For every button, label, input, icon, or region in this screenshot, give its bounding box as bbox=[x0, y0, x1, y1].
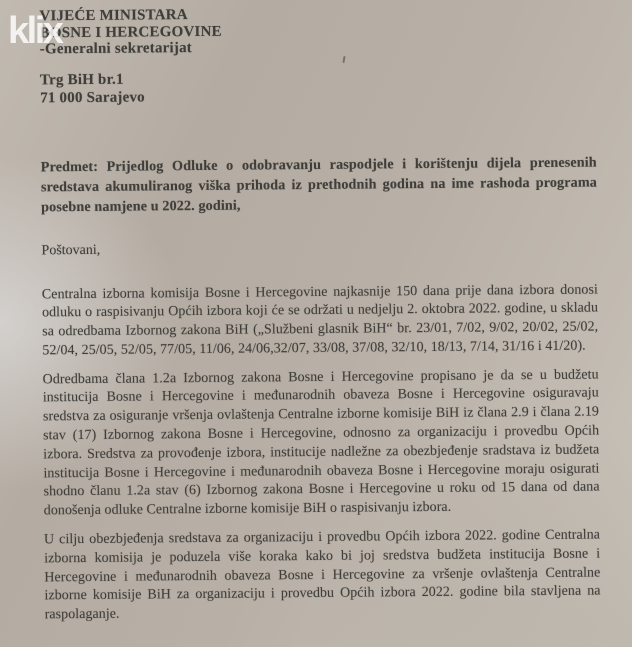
letterhead bbox=[39, 4, 595, 58]
paragraph-2: Odredbama člana 1.2a Izbornog zakona Bosne i Hercegovine propisano je da se u budžetu institucija Bosne i Hercegovine i međunarodnih obaveza Bosne i Hercegovine osiguravaju sredstva za osiguranje vršenja ovlaštenja Centralne izborne komisije BiH iz člana 2.9 i člana 2.19 stav (17) Izbornog zakona Bosne i Hercegovine, odnosno za organizaciju i provedbu Općih izbora. Sredstva za provođenje izbora, institucije nadležne za obezbjeđenje sradstava iz budžeta institucija Bosne i Hercegovine i međunarodnih obaveza Bosne i Hercegovine moraju osigurati shodno članu 1.2a stav (6) Izbornog zakona Bosne i Hercegovine u roku od 15 dana od dana donošenja odluke Centralne izborne komisije BiH o raspisivanju izbora. bbox=[42, 367, 600, 519]
address-block bbox=[40, 66, 596, 107]
salutation: Poštovani, bbox=[41, 242, 101, 258]
letterhead-org-line2: BOSNE I HERCEGOVINE bbox=[39, 23, 222, 41]
paragraph-1: Centralna izborna komisija Bosne i Hercegovine najkasnije 150 dana prije dana izbora donosi odluku o raspisivanju Općih izbora koji će se održati u nedjelju 2. oktobra 2022. godine, u skladu sa odredbama Izbornog zakona BiH („Službeni glasnik BiH“ br. 23/01, 7/02, 9/02, 20/02, 25/02, 52/04, 25/05, 52/05, 77/05, 11/06, 24/06,32/07, 33/08, 37/08, 32/10, 18/13, 7/14, 31/16 i 41/20). bbox=[41, 281, 599, 359]
paragraph-3: U cilju obezbjeđenja sredstava za organizaciju i provedbu Općih izbora 2022. godine Centralna izborna komisija je poduzela više koraka kako bi joj sredstva budžeta institucija Bosne i Hercegovine i međunarodnih obaveza Bosne i Hercegovine za vršenje ovlaštenja Centralne izborne komisije BiH za organizaciju i provedbu Općih izbora 2022. godine bila stavljena na raspolaganje. bbox=[43, 527, 601, 623]
klix-watermark: klix bbox=[8, 10, 62, 52]
address-street: Trg BiH br.1 bbox=[39, 71, 124, 88]
letter-page bbox=[39, 4, 600, 626]
subject-line: Predmet: Prijedlog Odluke o odobravanju raspodjele i korištenju dijela prenesenih sredstava akumuliranog viška prihoda iz prethodnih godina na ime rashoda programa posebne namjene u 2022. godini, bbox=[40, 154, 597, 215]
address-city: 71 000 Sarajevo bbox=[40, 88, 145, 106]
letterhead-org-line3: -Generalni sekretarijat bbox=[39, 40, 193, 58]
letterhead-org-line1: VIJEĆE MINISTARA bbox=[39, 7, 188, 25]
